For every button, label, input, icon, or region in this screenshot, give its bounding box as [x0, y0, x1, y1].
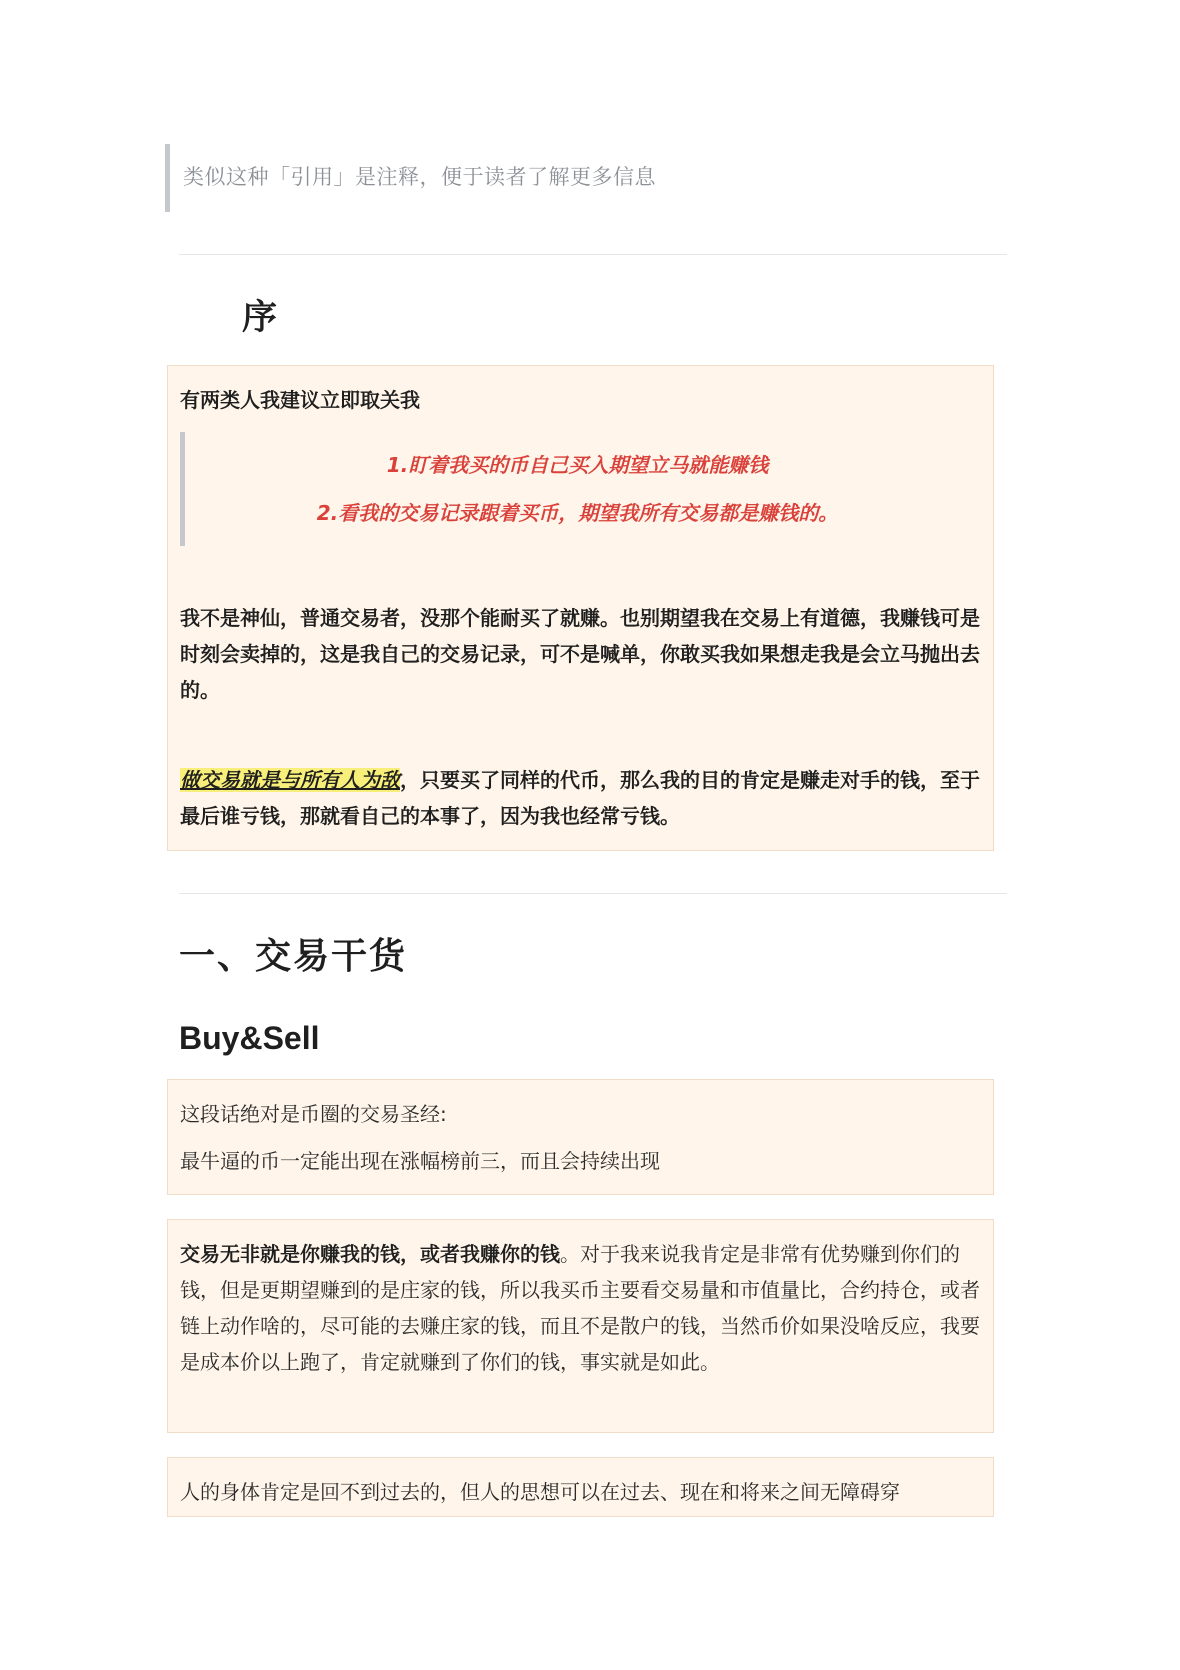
bible-callout: [167, 1079, 994, 1195]
trading-bold-lead: 交易无非就是你赚我的钱，或者我赚你的钱: [180, 1242, 560, 1266]
callout-line-2: 最牛逼的币一定能出现在涨幅榜前三，而且会持续出现: [180, 1149, 660, 1173]
preface-paragraph-1: 我不是神仙，普通交易者，没那个能耐买了就赚。也别期望我在交易上有道德，我赚钱可是时刻会卖掉的，这是我自己的交易记录，可不是喊单，你敢买我如果想走我是会立马抛出去的。: [180, 606, 980, 702]
trading-paragraph: [180, 1236, 981, 1380]
preface-heading: 序: [242, 298, 278, 338]
divider: [179, 893, 1007, 894]
preface-intro: 有两类人我建议立即取关我: [180, 388, 420, 412]
preface-blockquote: [180, 432, 970, 546]
section-heading: 一、交易干货: [179, 936, 408, 977]
subsection-heading: Buy&Sell: [179, 1020, 320, 1056]
note-blockquote: [165, 144, 1005, 212]
preface-callout: [167, 365, 994, 851]
thinking-text: 人的身体肯定是回不到过去的，但人的思想可以在过去、现在和将来之间无障碍穿: [180, 1480, 900, 1504]
preface-item-1: 1.盯着我买的币自己买入期望立马就能赚钱: [386, 453, 769, 477]
preface-item-2: 2.看我的交易记录跟着买币，期望我所有交易都是赚钱的。: [316, 501, 839, 525]
divider: [179, 254, 1007, 255]
preface-paragraph-2: [180, 762, 981, 834]
trading-callout: [167, 1219, 994, 1433]
trading-text: 。对于我来说我肯定是非常有优势赚到你们的钱，但是更期望赚到的是庄家的钱，所以我买币主要看交易量和市值量比，合约持仓，或者链上动作啥的，尽可能的去赚庄家的钱，而且不是散户的钱，当然币价如果没啥反应，我要是成本价以上跑了，肯定就赚到了你们的钱，事实就是如此。: [180, 1242, 980, 1374]
preface-paragraph-2-text: ，只要买了同样的代币，那么我的目的肯定是赚走对手的钱，至于最后谁亏钱，那就看自己的本事了，因为我也经常亏钱。: [180, 768, 980, 828]
note-text: 类似这种「引用」是注释，便于读者了解更多信息: [183, 165, 656, 189]
highlight-phrase: 做交易就是与所有人为敌: [180, 768, 400, 792]
thinking-callout: [167, 1457, 994, 1517]
callout-line-1: 这段话绝对是币圈的交易圣经:: [180, 1102, 447, 1126]
